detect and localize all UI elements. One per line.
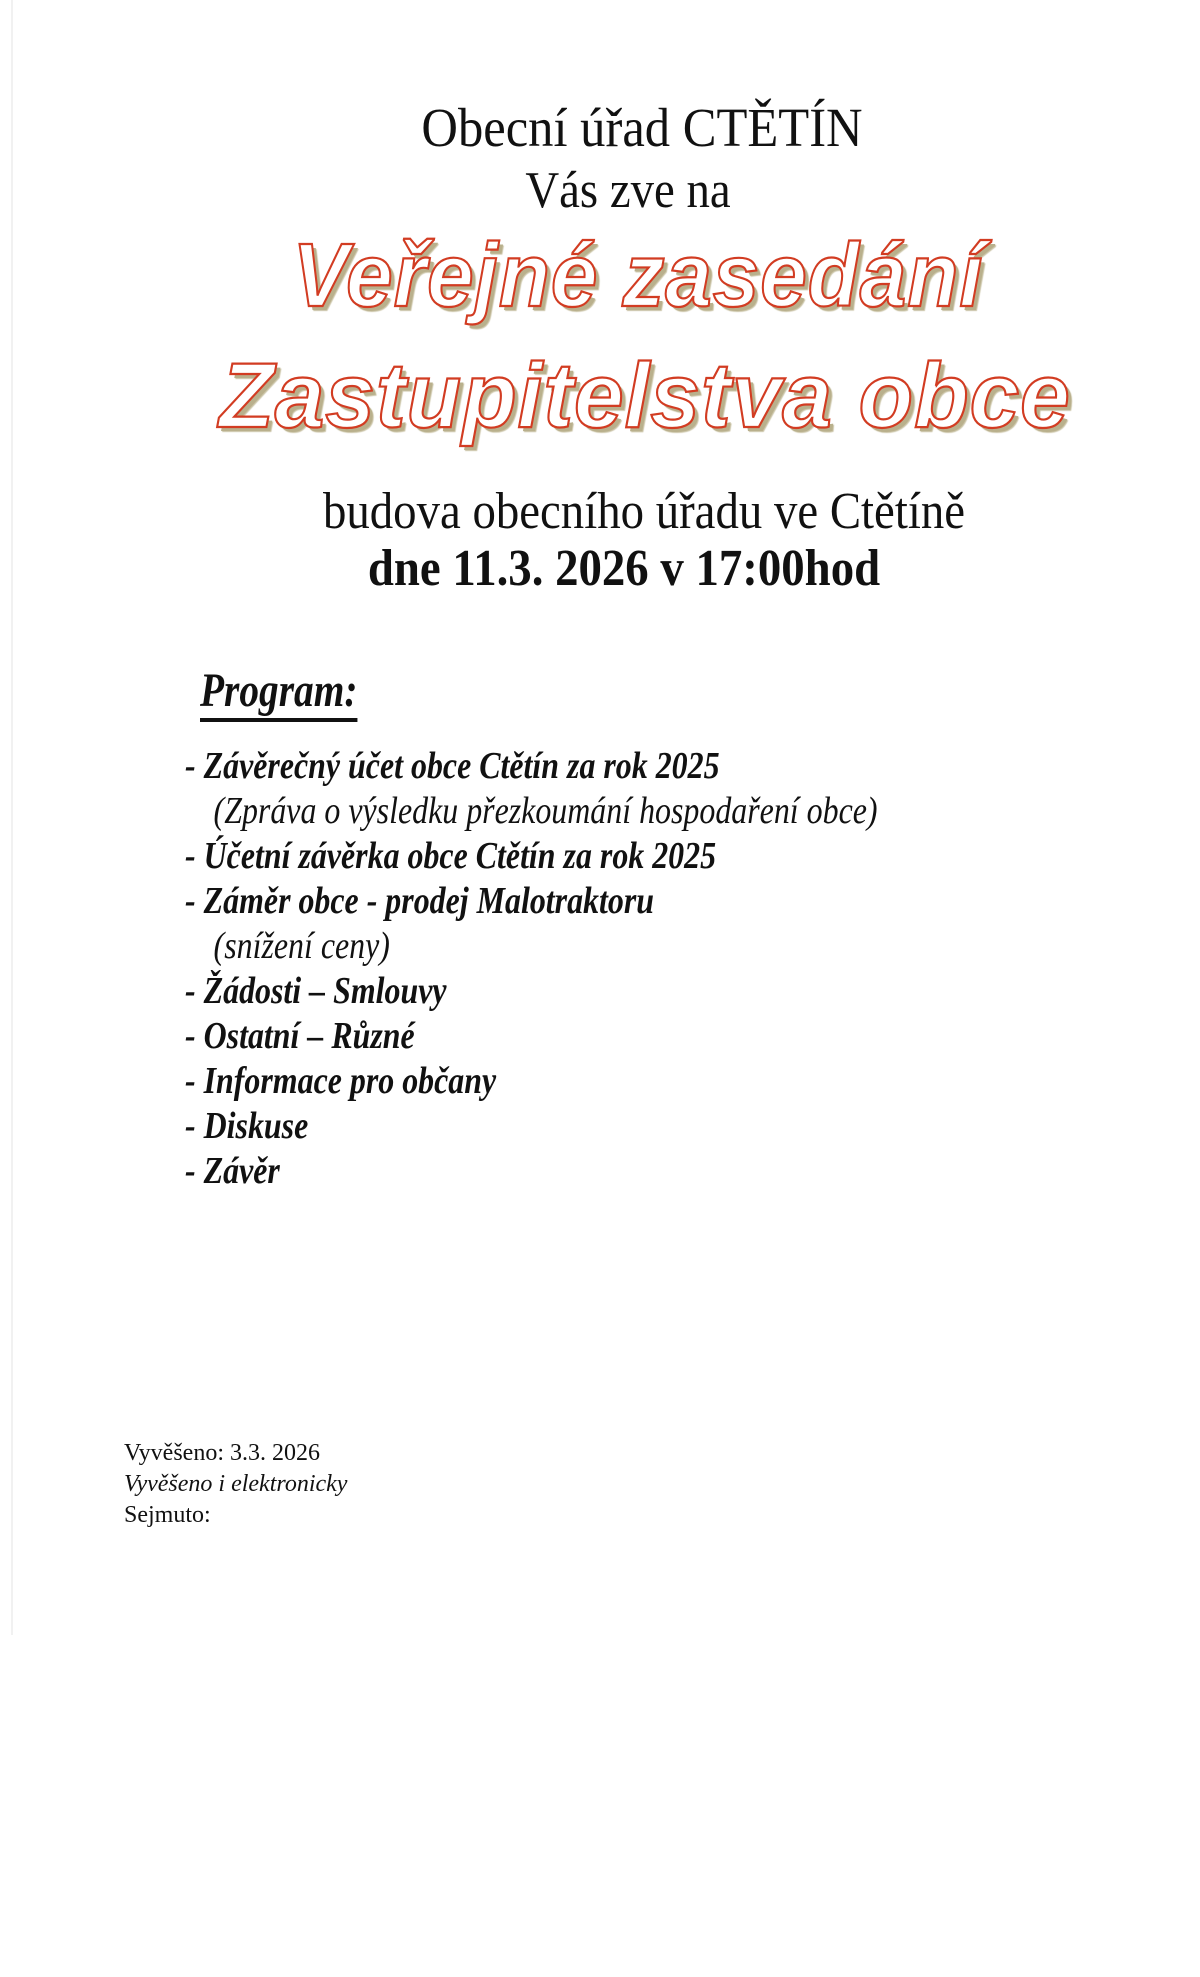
- invite-line: Vás zve na: [525, 162, 731, 219]
- posted-electronic: Vyvěšeno i elektronicky: [124, 1471, 348, 1497]
- venue: budova obecního úřadu ve Ctětíně: [322, 483, 966, 540]
- removed-date: Sejmuto:: [124, 1502, 211, 1528]
- program-item: - Diskuse: [185, 1105, 309, 1147]
- posting-info: [124, 1438, 347, 1531]
- program-item: - Závěr: [185, 1150, 280, 1192]
- posted-date: Vyvěšeno: 3.3. 2026: [124, 1440, 320, 1466]
- program-list: [185, 744, 1009, 1194]
- meeting-datetime: dne 11.3. 2026 v 17:00hod: [367, 540, 881, 597]
- program-item: - Závěrečný účet obce Ctětín za rok 2025: [185, 745, 720, 787]
- title-line-2: Zastupitelstva obce: [219, 345, 1071, 447]
- program-heading: Program:: [200, 664, 357, 722]
- program-item-note: (snížení ceny): [213, 925, 390, 967]
- office-name: Obecní úřad CTĚTÍN: [421, 97, 863, 158]
- program-item-note: (Zpráva o výsledku přezkoumání hospodaření obce): [213, 790, 878, 832]
- program-item: - Žádosti – Smlouvy: [185, 970, 447, 1012]
- scan-edge: [11, 0, 13, 1635]
- program-item: - Účetní závěrka obce Ctětín za rok 2025: [185, 835, 717, 877]
- program-item: - Ostatní – Různé: [185, 1015, 415, 1057]
- title-line-1: Veřejné zasedání: [292, 226, 984, 326]
- program-item: - Záměr obce - prodej Malotraktoru: [185, 880, 655, 922]
- program-item: - Informace pro občany: [185, 1060, 497, 1102]
